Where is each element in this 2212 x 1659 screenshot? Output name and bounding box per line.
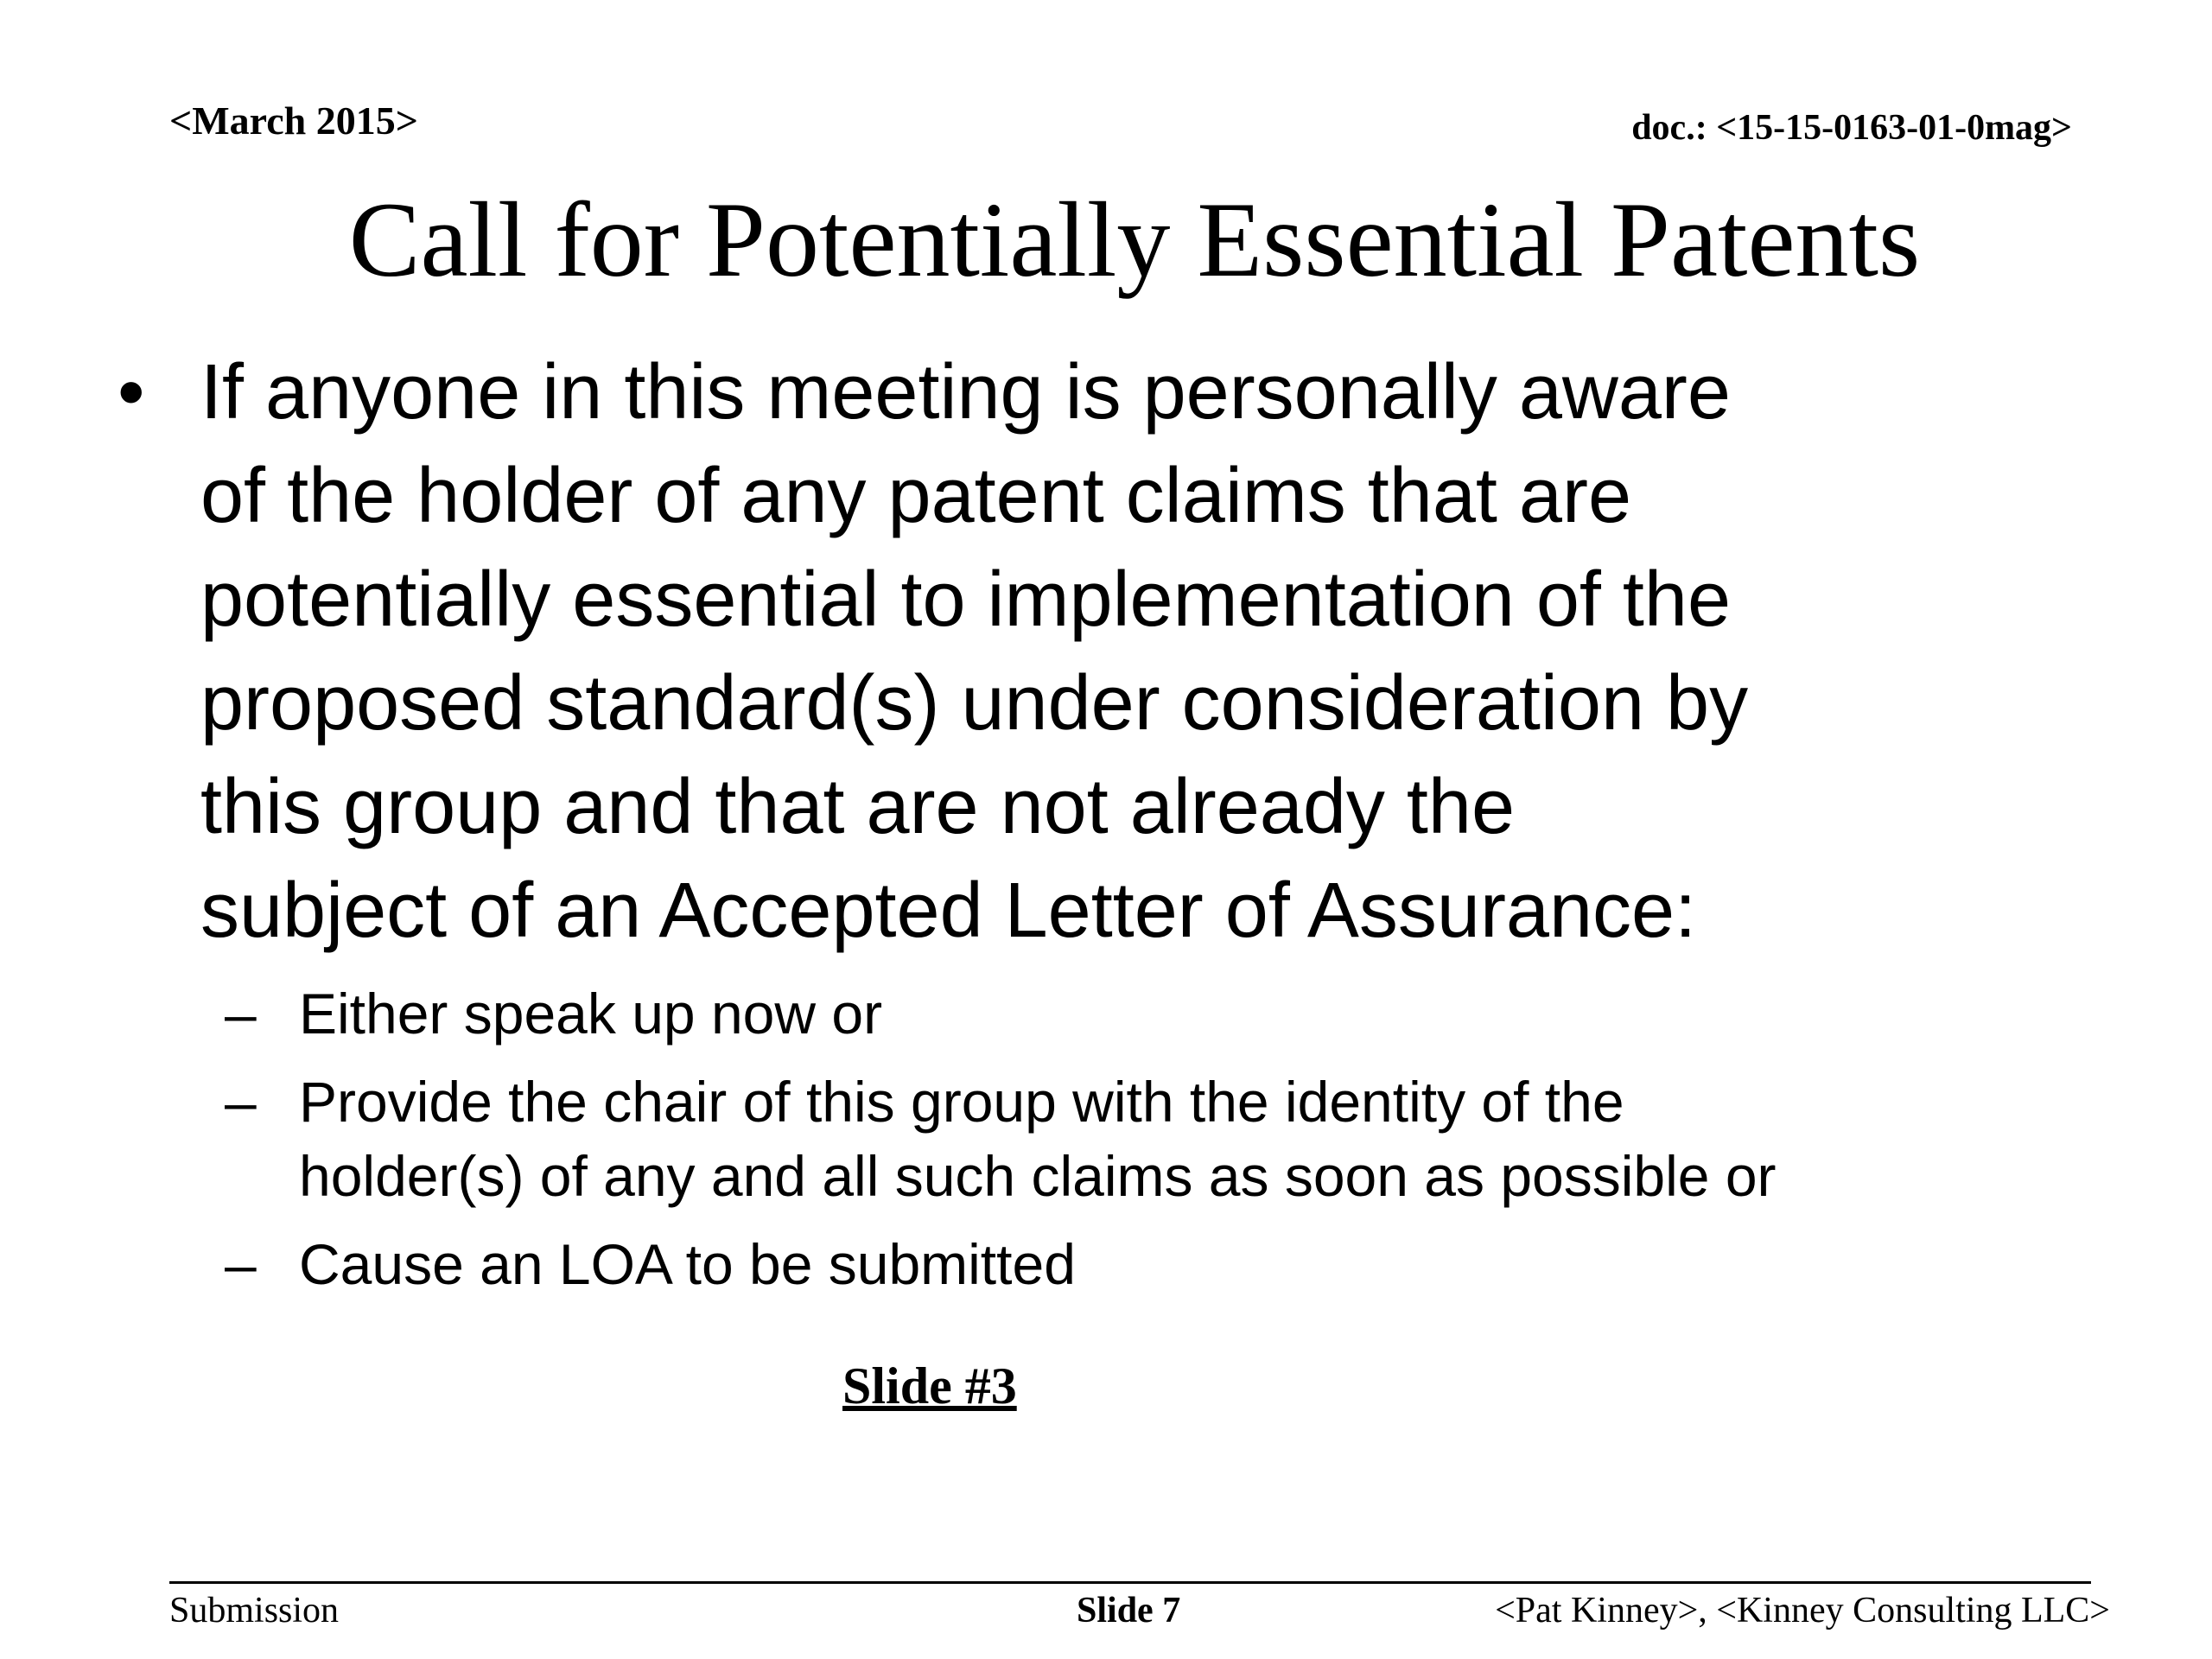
footer-author: <Pat Kinney>, <Kinney Consulting LLC>	[1495, 1591, 2110, 1630]
bullet-line: potentially essential to implementation of the	[200, 556, 1732, 643]
bullet-marker: •	[118, 349, 145, 435]
header-doc-number: doc.: <15-15-0163-01-0mag>	[1631, 108, 2072, 148]
sub-bullet-line: holder(s) of any and all such claims as soon as possible or	[299, 1144, 1777, 1208]
sub-bullet-provide-chair	[225, 1065, 2018, 1213]
footer-submission: Submission	[169, 1591, 340, 1630]
sub-bullet-speak-up	[225, 976, 2018, 1051]
sub-bullet-loa	[225, 1227, 2018, 1301]
bullet-line: proposed standard(s) under consideration by	[200, 660, 1749, 747]
bullet-line: of the holder of any patent claims that are	[200, 453, 1631, 539]
dash-marker: –	[225, 1232, 257, 1296]
bullet-line: this group and that are not already the	[200, 764, 1516, 850]
sub-bullet-line: Cause an LOA to be submitted	[299, 1232, 1076, 1296]
bullet-line: subject of an Accepted Letter of Assurance:	[200, 868, 1697, 954]
sub-bullet-line: Provide the chair of this group with the identity of the	[299, 1070, 1624, 1134]
main-bullet	[118, 340, 2018, 963]
dash-marker: –	[225, 982, 257, 1046]
slide-title: Call for Potentially Essential Patents	[348, 181, 1921, 299]
slide-body	[118, 340, 2018, 1315]
slide-reference: Slide #3	[842, 1357, 1017, 1414]
header-date: <March 2015>	[169, 99, 418, 143]
sub-bullet-list	[225, 976, 2018, 1301]
bullet-line: If anyone in this meeting is personally aware	[200, 349, 1731, 435]
sub-bullet-line: Either speak up now or	[299, 982, 883, 1046]
footer-slide-number: Slide 7	[1077, 1591, 1181, 1630]
footer-divider	[169, 1581, 2091, 1584]
dash-marker: –	[225, 1070, 257, 1134]
